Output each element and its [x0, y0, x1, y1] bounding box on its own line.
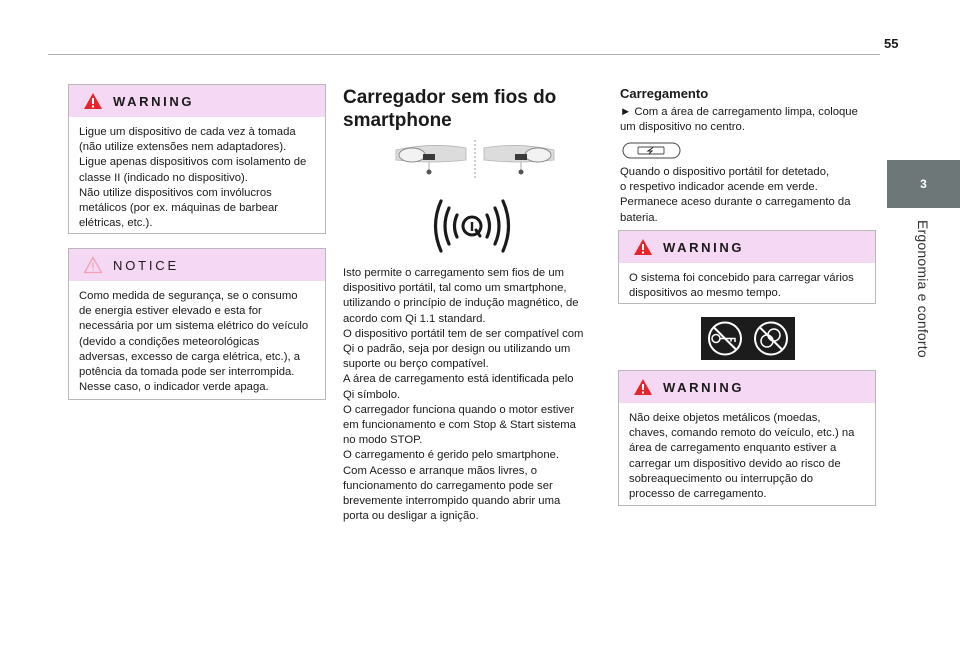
text-line: dispositivo portátil, tal como um smartphone, — [343, 282, 567, 295]
notice-header — [69, 249, 325, 281]
section-title — [343, 86, 593, 132]
text-line: Ligue apenas dispositivos com isolamento de — [79, 156, 307, 169]
text-line: ► Com a área de carregamento limpa, coloque — [620, 106, 858, 118]
text-line: Permanece aceso durante o carregamento da — [620, 196, 851, 209]
text-line: Qi o padrão, seja por design ou utilizando um — [343, 343, 571, 356]
warning-text — [619, 403, 875, 510]
text-line: Ligue um dispositivo de cada vez à tomada — [79, 126, 296, 138]
notice-label: NOTICE — [113, 257, 179, 273]
warning-triangle-icon — [633, 238, 653, 256]
notice-text — [69, 281, 325, 403]
text-line: de energia estiver elevado e esta for — [79, 305, 262, 318]
warning-box-left — [68, 84, 326, 234]
charging-indicator-icon — [622, 142, 682, 160]
text-line: (devido a condições meteorológicas — [79, 335, 260, 348]
qi-wireless-symbol-icon — [427, 195, 517, 257]
warning-label: WARNING — [663, 379, 745, 395]
warning-box-multiple-devices — [618, 230, 876, 304]
warning-header — [69, 85, 325, 117]
warning-header — [619, 231, 875, 263]
page-number: 55 — [884, 36, 899, 51]
dashboard-location-illustration — [392, 138, 558, 180]
text-line: classe II (indicado no dispositivo). — [79, 171, 248, 184]
text-line: porta ou desligar a ignição. — [343, 510, 479, 523]
text-line: adversas, excesso de carga elétrica, etc.), a — [79, 350, 301, 363]
notice-box — [68, 248, 326, 400]
text-line: O carregamento é gerido pelo smartphone. — [343, 449, 560, 462]
text-line: Com Acesso e arranque mãos livres, o — [343, 464, 538, 477]
text-line: Não utilize dispositivos com invólucros — [79, 186, 272, 199]
warning-label: WARNING — [113, 93, 195, 109]
text-line: dispositivos ao mesmo tempo. — [629, 287, 781, 300]
warning-text — [69, 117, 325, 239]
text-line: em funcionamento e com Stop & Start sistema — [343, 419, 576, 432]
text-line: metálicos (por ex. máquinas de barbear — [79, 202, 279, 215]
text-line: brevemente interrompido quando abrir uma — [343, 495, 561, 508]
text-line: Qi símbolo. — [343, 388, 401, 401]
text-line: sobreaquecimento ou interrupção do — [629, 472, 814, 485]
text-line: suporte ou berço compatível. — [343, 358, 489, 371]
title-line: Carregador sem fios do — [343, 87, 557, 108]
text-line: acordo com Qi 1.1 standard. — [343, 312, 486, 325]
text-line: processo de carregamento. — [629, 488, 767, 501]
right-dashboard-drawing — [484, 145, 554, 174]
text-line: bateria. — [620, 211, 658, 224]
description-text — [343, 266, 603, 524]
left-dashboard-drawing — [396, 145, 466, 174]
text-line: O dispositivo portátil tem de ser compatível com — [343, 327, 584, 340]
text-line: o respetivo indicador acende em verde. — [620, 181, 818, 194]
notice-triangle-icon — [83, 256, 103, 274]
title-line: smartphone — [343, 110, 452, 131]
text-line: necessária por um sistema elétrico do veículo — [79, 320, 309, 333]
no-metal-objects-pictogram — [701, 317, 795, 360]
text-line: O sistema foi concebido para carregar vários — [629, 272, 854, 284]
text-line: carregar um dispositivo devido ao risco de — [629, 457, 841, 470]
text-line: utilizando o princípio de indução magnético, de — [343, 297, 579, 310]
text-line: elétricas, etc.). — [79, 217, 153, 230]
subsection-heading: Carregamento — [620, 86, 709, 101]
step-text — [620, 105, 880, 135]
warning-label: WARNING — [663, 239, 745, 255]
text-line: (não utilize extensões nem adaptadores). — [79, 141, 287, 154]
text-line: Como medida de segurança, se o consumo — [79, 290, 298, 302]
text-line: um dispositivo no centro. — [620, 121, 745, 134]
text-line: A área de carregamento está identificada pelo — [343, 373, 574, 386]
chapter-tab[interactable]: 3 — [887, 160, 960, 208]
text-line: Quando o dispositivo portátil for detetado, — [620, 166, 830, 178]
text-line: funcionamento do carregamento pode ser — [343, 479, 553, 492]
warning-header — [619, 371, 875, 403]
text-line: área de carregamento enquanto estiver a — [629, 442, 837, 455]
detection-text — [620, 165, 880, 226]
warning-text — [619, 263, 875, 309]
warning-triangle-icon — [83, 92, 103, 110]
warning-box-metal-objects — [618, 370, 876, 506]
text-line: Isto permite o carregamento sem fios de um — [343, 267, 565, 279]
chapter-title: Ergonomia e conforto — [915, 220, 931, 358]
text-line: chaves, comando remoto do veículo, etc.) na — [629, 427, 855, 440]
text-line: O carregador funciona quando o motor estiver — [343, 403, 575, 416]
text-line: Não deixe objetos metálicos (moedas, — [629, 412, 821, 424]
text-line: potência da tomada pode ser interrompida. — [79, 366, 295, 379]
header-divider — [48, 54, 880, 55]
warning-triangle-icon — [633, 378, 653, 396]
text-line: Nesse caso, o indicador verde apaga. — [79, 381, 269, 394]
text-line: no modo STOP. — [343, 434, 423, 447]
